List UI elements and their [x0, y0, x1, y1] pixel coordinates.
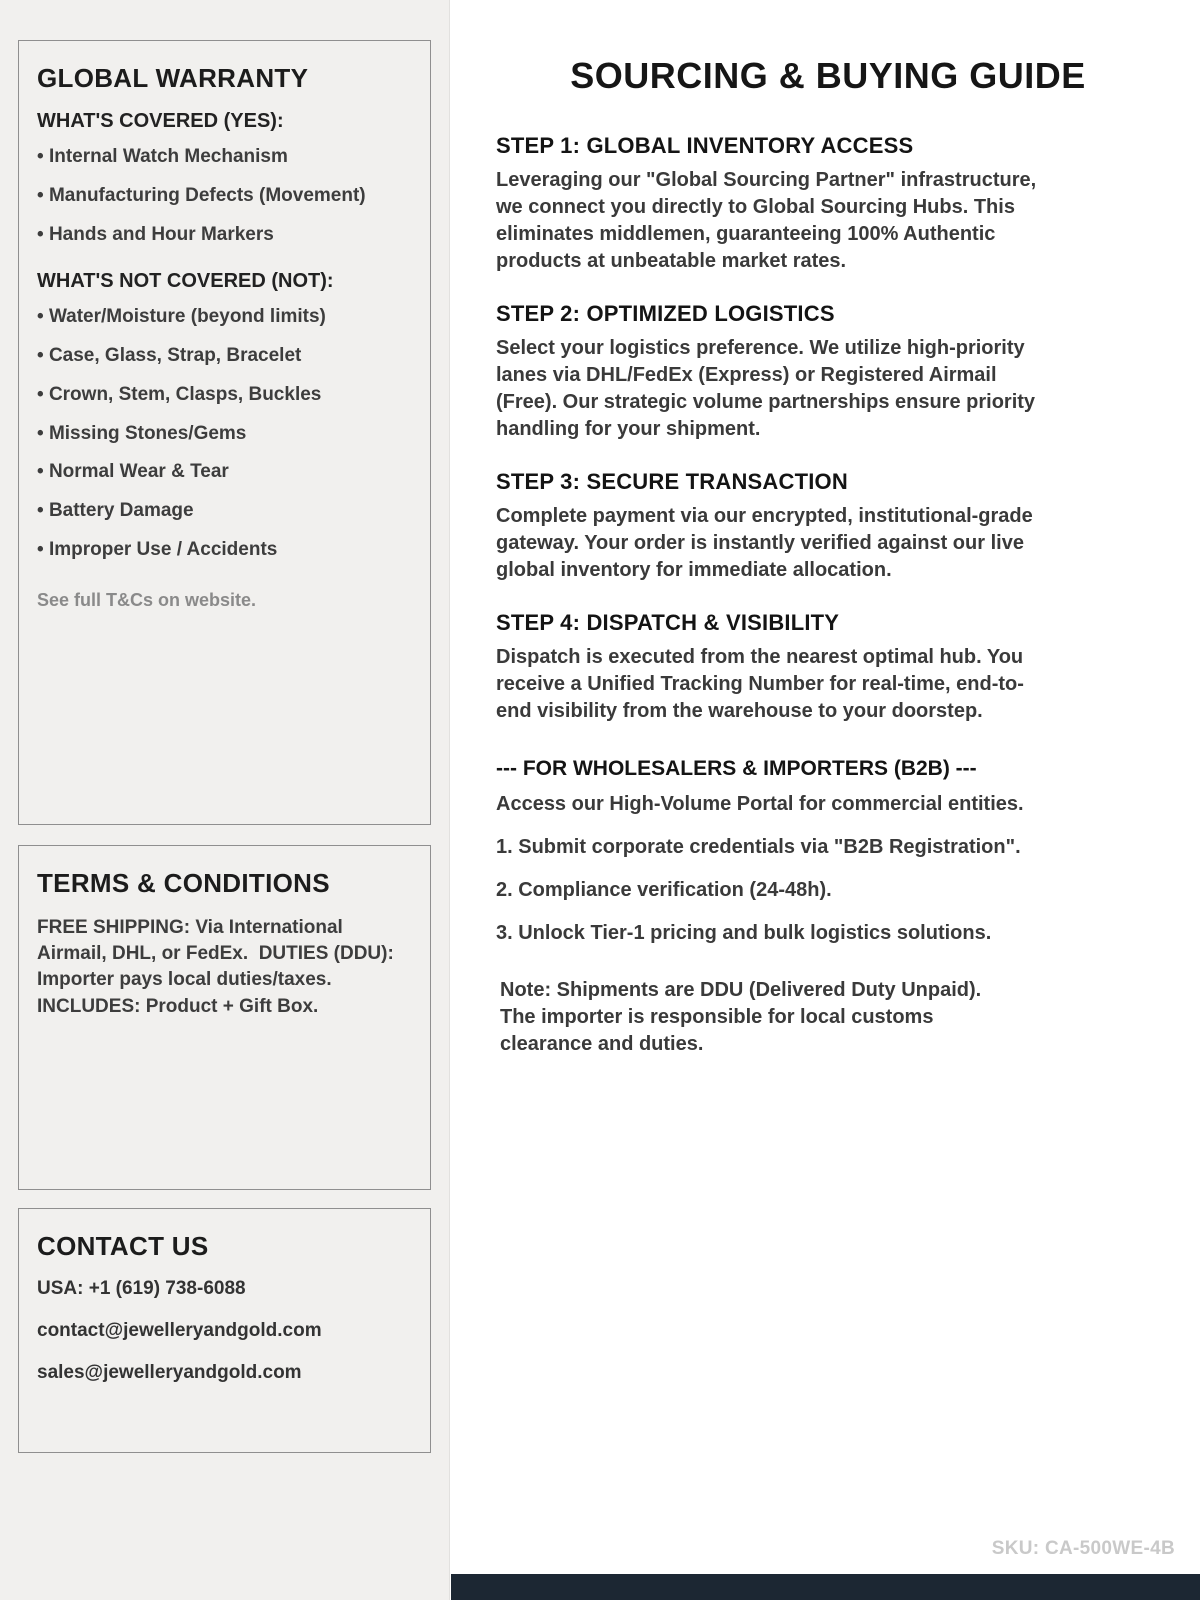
- page-title: SOURCING & BUYING GUIDE: [570, 55, 1086, 96]
- sku-label: SKU: CA-500WE-4B: [991, 1538, 1175, 1559]
- warranty-not-covered-item: • Case, Glass, Strap, Bracelet: [37, 344, 412, 368]
- step-2-heading: STEP 2: OPTIMIZED LOGISTICS: [496, 301, 835, 326]
- b2b-step-3: 3. Unlock Tier-1 pricing and bulk logistics solutions.: [496, 922, 992, 944]
- warranty-not-covered-item: • Crown, Stem, Clasps, Buckles: [37, 383, 412, 407]
- b2b-step-1: 1. Submit corporate credentials via "B2B Registration".: [496, 836, 1021, 858]
- step-2-body: Select your logistics preference. We utilize high-priority lanes via DHL/FedEx (Express) or Registered Airmail (Free). Our strategic volume partnerships ensure priority handling for your shipment.: [496, 337, 1036, 440]
- warranty-covered-heading: WHAT'S COVERED (YES):: [37, 110, 284, 132]
- warranty-not-covered-heading: WHAT'S NOT COVERED (NOT):: [37, 270, 334, 293]
- step-3-heading: STEP 3: SECURE TRANSACTION: [496, 469, 848, 494]
- sidebar: [0, 0, 450, 1600]
- contact-panel: [18, 1208, 431, 1453]
- contact-email-sales: sales@jewelleryandgold.com: [37, 1362, 302, 1383]
- step-3-body: Complete payment via our encrypted, institutional-grade gateway. Your order is instantly verified against our live global inventory for immediate allocation.: [496, 505, 1033, 581]
- b2b-ddu-note: Note: Shipments are DDU (Delivered Duty Unpaid). The importer is responsible for local customs clearance and duties.: [500, 979, 982, 1055]
- b2b-section-heading: --- FOR WHOLESALERS & IMPORTERS (B2B) ---: [496, 757, 977, 780]
- contact-title: CONTACT US: [37, 1231, 209, 1261]
- warranty-covered-item: • Hands and Hour Markers: [37, 223, 412, 247]
- contact-email-primary: contact@jewelleryandgold.com: [37, 1320, 322, 1341]
- warranty-not-covered-item: • Improper Use / Accidents: [37, 538, 412, 562]
- contact-phone: USA: +1 (619) 738-6088: [37, 1278, 246, 1299]
- warranty-not-covered-item: • Battery Damage: [37, 499, 412, 523]
- b2b-intro: Access our High-Volume Portal for commercial entities.: [496, 793, 1024, 815]
- step-4-heading: STEP 4: DISPATCH & VISIBILITY: [496, 610, 840, 635]
- step-1-heading: STEP 1: GLOBAL INVENTORY ACCESS: [496, 133, 914, 158]
- warranty-not-covered-item: • Water/Moisture (beyond limits): [37, 305, 412, 329]
- warranty-not-covered-item: • Missing Stones/Gems: [37, 422, 412, 446]
- footer-bar: [451, 1574, 1200, 1600]
- warranty-panel: [18, 40, 431, 825]
- terms-title: TERMS & CONDITIONS: [37, 868, 330, 898]
- main-content: [451, 0, 1200, 1600]
- warranty-covered-item: • Internal Watch Mechanism: [37, 145, 412, 169]
- step-1-body: Leveraging our "Global Sourcing Partner" infrastructure, we connect you directly to Global Sourcing Hubs. This eliminates middlemen, guaranteeing 100% Authentic products at unbeatable market rates.: [496, 169, 1037, 272]
- warranty-covered-item: • Manufacturing Defects (Movement): [37, 184, 412, 208]
- warranty-footer-note: See full T&Cs on website.: [37, 589, 257, 610]
- terms-panel: [18, 845, 431, 1190]
- warranty-title: GLOBAL WARRANTY: [37, 63, 309, 93]
- step-4-body: Dispatch is executed from the nearest optimal hub. You receive a Unified Tracking Number for real-time, end-to-end visibility from the warehouse to your doorstep.: [496, 646, 1024, 722]
- terms-body: FREE SHIPPING: Via International Airmail, DHL, or FedEx. DUTIES (DDU): Importer pays local duties/taxes. INCLUDES: Product + Gift Box.: [37, 917, 400, 1017]
- b2b-step-2: 2. Compliance verification (24-48h).: [496, 879, 832, 901]
- warranty-not-covered-item: • Normal Wear & Tear: [37, 460, 412, 484]
